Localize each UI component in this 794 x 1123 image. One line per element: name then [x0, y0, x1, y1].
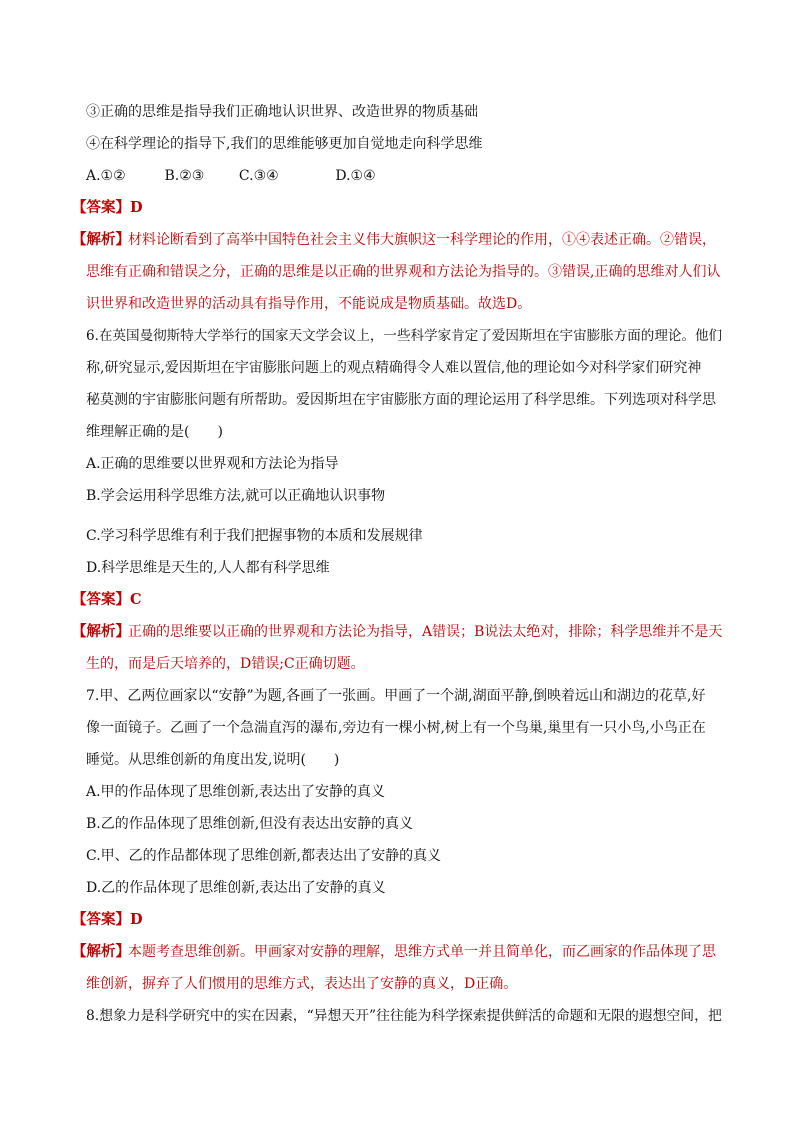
q5-analysis-line-3: 识世界和改造世界的活动具有指导作用，不能说成是物质基础。故选D。 — [86, 296, 532, 312]
q5-answer-label: 【答案】 — [72, 199, 130, 216]
q6-stem-line-2: 称,研究显示,爱因斯坦在宇宙膨胀问题上的观点精确得令人难以置信,他的理论如今对科学家们研究神 — [86, 360, 702, 376]
q7-analysis-line-2: 维创新，摒弃了人们惯用的思维方式，表达出了安静的真义，D正确。 — [86, 976, 518, 992]
q7-answer-label: 【答案】 — [72, 911, 130, 928]
q6-stem-line-1: 6.在英国曼彻斯特大学举行的国家天文学会议上，一些科学家肯定了爱因斯坦在宇宙膨胀方面的理论。他们 — [86, 328, 723, 344]
q6-option-c: C.学习科学思维有利于我们把握事物的本质和发展规律 — [86, 528, 423, 544]
q5-option-c: C.③④ — [238, 168, 279, 184]
q7-stem-line-2: 像一面镜子。乙画了一个急湍直泻的瀑布,旁边有一棵小树,树上有一个鸟巢,巢里有一只小鸟,小鸟正在 — [86, 720, 706, 736]
item-4: ④在科学理论的指导下,我们的思维能够更加自觉地走向科学思维 — [86, 136, 483, 152]
q7-analysis-line-1: 本题考查思维创新。甲画家对安静的理解，思维方式单一并且简单化，而乙画家的作品体现了思 — [128, 944, 716, 960]
q5-option-b: B.②③ — [164, 168, 205, 184]
q6-analysis-line-2: 生的，而是后天培养的，D错误;C正确切题。 — [86, 656, 365, 672]
q5-option-d: D.①④ — [335, 168, 376, 184]
q5-analysis-label: 【解析】 — [72, 231, 130, 248]
q5-answer — [72, 198, 143, 218]
q6-answer — [72, 590, 142, 610]
q7-option-b: B.乙的作品体现了思维创新,但没有表达出安静的真义 — [86, 816, 414, 832]
q6-answer-label: 【答案】 — [72, 591, 130, 608]
q7-answer — [72, 910, 143, 930]
q7-analysis-label: 【解析】 — [72, 943, 130, 960]
q7-option-c: C.甲、乙的作品都体现了思维创新,都表达出了安静的真义 — [86, 848, 442, 864]
q6-answer-value: C — [130, 591, 142, 608]
q7-answer-value: D — [130, 911, 143, 928]
q7-option-a: A.甲的作品体现了思维创新,表达出了安静的真义 — [86, 784, 386, 800]
q7-option-d: D.乙的作品体现了思维创新,表达出了安静的真义 — [86, 880, 386, 896]
q5-analysis-line-2: 思维有正确和错误之分，正确的思维是以正确的世界观和方法论为指导的。③错误,正确的思维对人们认 — [86, 264, 721, 280]
q6-analysis-line-1: 正确的思维要以正确的世界观和方法论为指导，A错误；B说法太绝对，排除；科学思维并不是天 — [128, 624, 723, 640]
q5-analysis-line-1: 材料论断看到了高举中国特色社会主义伟大旗帜这一科学理论的作用，①④表述正确。②错误， — [128, 232, 716, 248]
q5-answer-value: D — [130, 199, 143, 216]
q6-analysis-label: 【解析】 — [72, 623, 130, 640]
q6-option-d: D.科学思维是天生的,人人都有科学思维 — [86, 560, 330, 576]
q6-stem-line-3: 秘莫测的宇宙膨胀问题有所帮助。爱因斯坦在宇宙膨胀方面的理论运用了科学思维。下列选项对科学思 — [86, 392, 716, 408]
q7-stem-line-3: 睡觉。从思维创新的角度出发,说明( ) — [86, 752, 340, 768]
q8-stem-line-1: 8.想象力是科学研究中的实在因素，“异想天开”往往能为科学探索提供鲜活的命题和无限的遐想空间，把 — [86, 1008, 722, 1024]
q7-stem-line-1: 7.甲、乙两位画家以“安静”为题,各画了一张画。甲画了一个湖,湖面平静,倒映着远山和湖边的花草,好 — [86, 688, 706, 704]
q5-option-a: A.①② — [86, 168, 126, 184]
q5-options — [86, 166, 376, 186]
q6-stem-line-4: 维理解正确的是( ) — [86, 424, 223, 440]
item-3: ③正确的思维是指导我们正确地认识世界、改造世界的物质基础 — [86, 104, 478, 120]
q6-option-b: B.学会运用科学思维方法,就可以正确地认识事物 — [86, 488, 386, 504]
q6-option-a: A.正确的思维要以世界观和方法论为指导 — [86, 456, 339, 472]
